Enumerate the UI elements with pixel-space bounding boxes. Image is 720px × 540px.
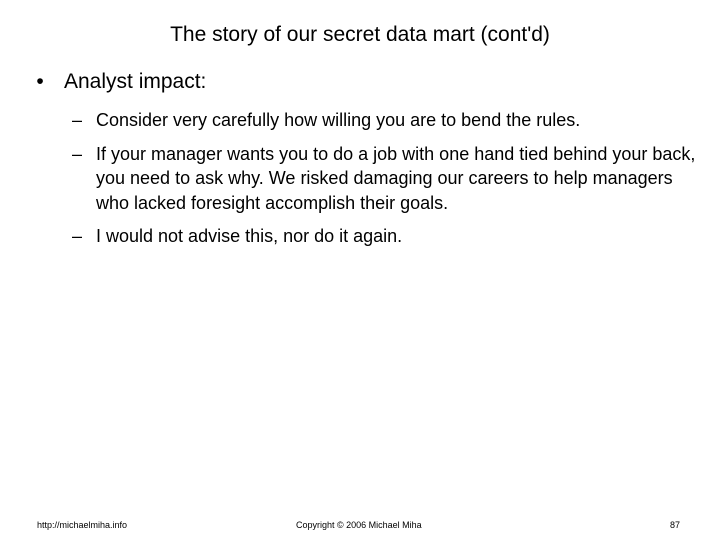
- sub-bullet-item: [72, 142, 700, 216]
- footer-url: http://michaelmiha.info: [37, 520, 128, 530]
- page-number: 87: [669, 520, 680, 530]
- sub-bullet-item: [72, 224, 700, 249]
- sub-bullet-text: I would not advise this, nor do it again.: [96, 226, 403, 246]
- sub-bullet-text: If your manager wants you to do a job with one hand tied behind your back, you need to ask why. We risked damaging our careers to help managers who lacked foresight accomplish their goals.: [96, 143, 696, 213]
- dash-marker: –: [72, 143, 83, 164]
- sub-bullet-list: [72, 108, 700, 249]
- bullet-text: Analyst impact:: [64, 70, 207, 93]
- dash-marker: –: [72, 110, 83, 130]
- slide-title: The story of our secret data mart (cont'd): [170, 23, 550, 46]
- slide-content: [30, 68, 700, 258]
- sub-bullet-text: Consider very carefully how willing you are to bend the rules.: [96, 110, 581, 130]
- bullet-analyst-impact: [30, 68, 700, 96]
- dash-marker: –: [72, 226, 83, 246]
- sub-bullet-item: [72, 108, 700, 133]
- footer-copyright: Copyright © 2006 Michael Miha: [296, 520, 422, 530]
- bullet-marker: •: [36, 70, 44, 93]
